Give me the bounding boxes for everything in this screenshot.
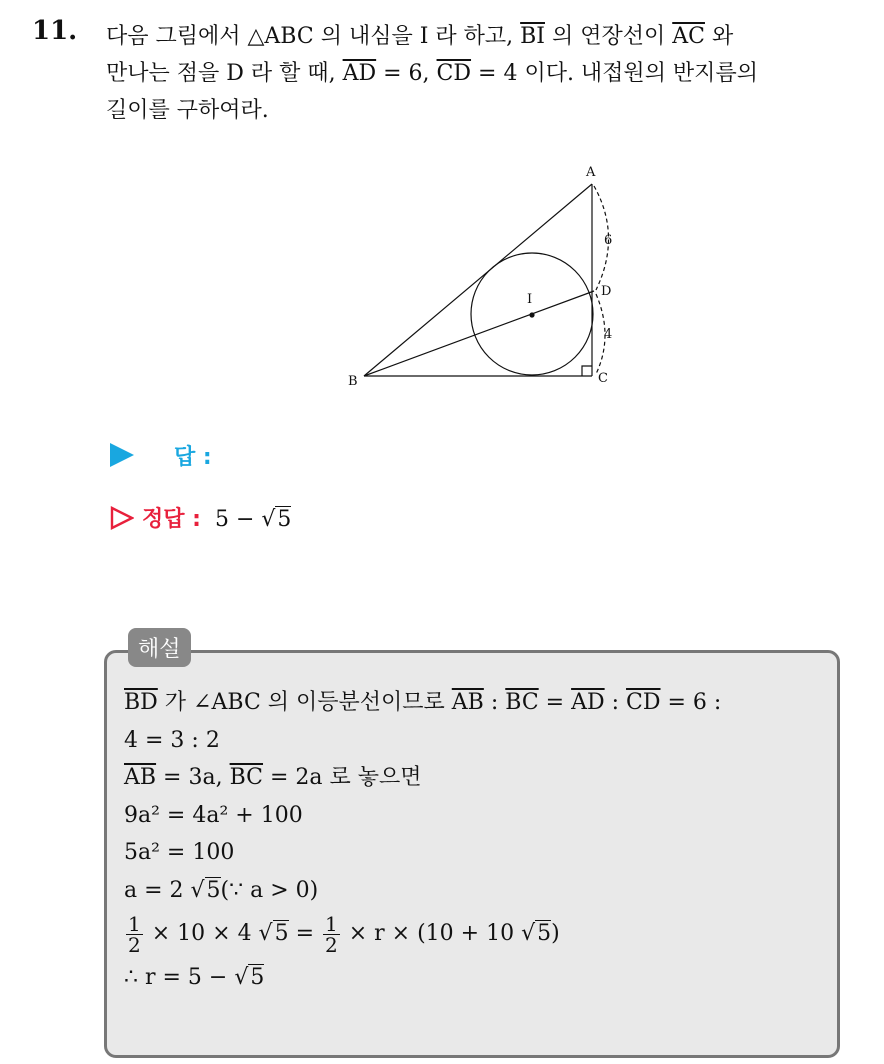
label-a: A	[586, 165, 596, 180]
segment-bd	[364, 291, 594, 376]
solution-line-8: ∴ r = 5 − √5	[124, 965, 265, 990]
correct-answer-label: 정답 :	[142, 507, 201, 532]
label-b: B	[348, 374, 358, 389]
right-angle-mark	[582, 366, 592, 376]
label-i: I	[527, 292, 533, 307]
solution-line-5: 5a² = 100	[124, 840, 235, 865]
question-line-3: 길이를 구하여라.	[106, 98, 269, 123]
fraction-half: $\frac{1}{2}$	[128, 911, 141, 957]
question-text	[106, 18, 876, 129]
solution-line-3: $\overline{AB} = 3a$, $\overline{BC} = 2a$ 로 놓으면	[124, 765, 422, 790]
question-line-2: 만나는 점을 D 라 할 때, $\overline{AD} = 6$, $\overline{CD} = 4$ 이다. 내접원의 반지름의	[106, 61, 758, 86]
solution-line-2: 4 = 3 : 2	[124, 727, 220, 753]
answer-input-row[interactable]	[110, 440, 212, 471]
fraction-half: $\frac{1}{2}$	[325, 911, 338, 957]
solution-tag: 해설	[128, 628, 191, 667]
solution-line-6: a = 2 √5(∵ a > 0)	[124, 877, 319, 903]
label-6: 6	[604, 233, 613, 248]
label-d: D	[601, 284, 612, 299]
solution-line-1: $\overline{BD}$ 가 ∠ABC 의 이등분선이므로 $\overline{AB}$ : $\overline{BC} = \overline{AD}$ : $\overline{CD} = 6$ :	[124, 690, 722, 715]
side-ab	[364, 184, 592, 376]
label-c: C	[598, 371, 608, 386]
solution-line-4: 9a² = 4a² + 100	[124, 802, 303, 828]
incenter-point	[529, 312, 534, 317]
play-triangle-icon	[110, 443, 134, 467]
label-4: 4	[604, 327, 613, 342]
answer-label: 답 :	[174, 445, 212, 470]
solution-lines	[124, 684, 834, 997]
correct-answer-value: 5 − √5	[214, 507, 292, 532]
triangle-figure	[340, 160, 640, 396]
correct-answer-row	[110, 502, 291, 533]
solution-line-7: $\frac{1}{2}$ × 10 × 4 √5 = $\frac{1}{2}$ × r × (10 + 10 √5)	[128, 911, 560, 957]
outline-triangle-icon	[110, 506, 134, 530]
question-line-1: 다음 그림에서 △ABC 의 내심을 I 라 하고, $\overline{BI}$ 의 연장선이 $\overline{AC}$ 와	[106, 24, 734, 49]
question-number: 11.	[32, 16, 78, 46]
